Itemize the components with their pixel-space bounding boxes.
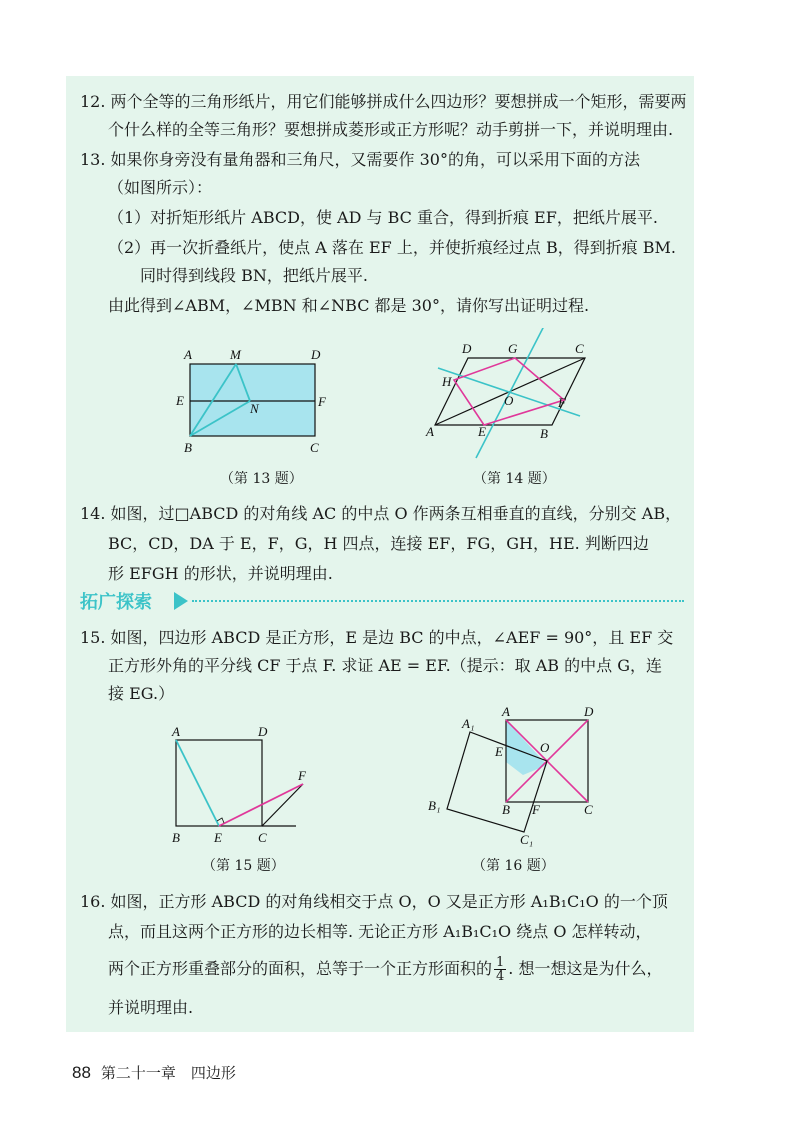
q16-line2: 点，而且这两个正方形的边长相等. 无论正方形 A₁B₁C₁O 绕点 O 怎样转动，: [108, 922, 652, 941]
q13-step2b: 同时得到线段 BN，把纸片展平.: [140, 266, 368, 285]
q13-line1: 13. 如果你身旁没有量角器和三角尺，又需要作 30°的角，可以采用下面的方法: [80, 150, 640, 169]
fig13-caption: （第 13 题）: [220, 471, 303, 487]
chapter-title: 第二十一章 四边形: [100, 1064, 236, 1082]
fig13-label-c: C: [310, 440, 319, 455]
fig14-label-a: A: [426, 424, 434, 439]
q16-line3-start: 两个正方形重叠部分的面积，总等于一个正方形面积的: [108, 959, 493, 978]
fig16-label-c: C: [584, 802, 593, 817]
q14-line3: 形 EFGH 的形状，并说明理由.: [108, 564, 333, 583]
fig16-label-f: F: [532, 802, 540, 817]
figure-14: [420, 328, 600, 462]
q13-line2: （如图所示）：: [108, 178, 213, 197]
figure-13: [170, 346, 340, 458]
fig16-label-d: D: [584, 704, 594, 719]
fig16-label-a: A: [502, 704, 510, 719]
q16-line4: 并说明理由.: [108, 998, 194, 1017]
q16-line1: 16. 如图，正方形 ABCD 的对角线相交于点 O，O 又是正方形 A₁B₁C₁O 的一个顶: [80, 892, 668, 911]
fig14-label-c: C: [575, 341, 584, 356]
fig15-line-ae: [176, 740, 219, 826]
section-arrow-icon: [174, 592, 188, 610]
fig15-caption: （第 15 题）: [202, 858, 285, 874]
fig15-label-c: C: [258, 830, 267, 845]
fig15-square-abcd: [176, 740, 262, 826]
figure-16: [420, 702, 610, 850]
fig14-label-b: B: [540, 426, 548, 441]
q13-step1: （1）对折矩形纸片 ABCD，使 AD 与 BC 重合，得到折痕 EF，把纸片展平.: [108, 208, 658, 227]
fig13-label-m: M: [230, 347, 241, 362]
page-footer: [72, 1062, 236, 1083]
q16-line3-end: . 想一想这是为什么，: [508, 959, 663, 978]
q14-line2: BC，CD，DA 于 E，F，G，H 四点，连接 EF，FG，GH，HE. 判断四边: [108, 534, 649, 553]
fig14-label-d: D: [462, 341, 472, 356]
q15-line3: 接 EG.）: [108, 684, 175, 703]
fig16-label-b1: B₁: [428, 798, 441, 813]
q13-step2a: （2）再一次折叠纸片，使点 A 落在 EF 上，并使折痕经过点 B，得到折痕 BM.: [108, 238, 677, 257]
fig16-label-b: B: [502, 802, 510, 817]
fig14-label-g: G: [508, 341, 518, 356]
fig13-label-e: E: [176, 393, 184, 408]
fig14-label-o: O: [504, 393, 514, 408]
fig14-label-e: E: [478, 424, 486, 439]
q12-line2: 个什么样的全等三角形？要想拼成菱形或正方形呢？动手剪拼一下，并说明理由.: [108, 120, 674, 139]
fig15-bisector-cf: [262, 784, 303, 826]
fig16-label-a1: A₁: [462, 716, 475, 731]
q16-fraction-denominator: 4: [496, 969, 505, 984]
fig15-label-b: B: [172, 830, 180, 845]
q16-fraction: [494, 956, 506, 983]
fig14-label-h: H: [442, 374, 452, 389]
fig15-label-f: F: [298, 768, 306, 783]
q12-line1: 12. 两个全等的三角形纸片，用它们能够拼成什么四边形？要想拼成一个矩形，需要两: [80, 92, 687, 111]
fig16-label-o: O: [540, 740, 550, 755]
fig13-label-n: N: [250, 401, 259, 416]
fig16-label-e: E: [495, 744, 503, 759]
q13-conclusion: 由此得到∠ABM，∠MBN 和∠NBC 都是 30°，请你写出证明过程.: [108, 296, 590, 315]
fig14-label-f: F: [558, 395, 566, 410]
fig14-caption: （第 14 题）: [473, 471, 556, 487]
q15-line1: 15. 如图，四边形 ABCD 是正方形，E 是边 BC 的中点，∠AEF = 90°，且 EF 交: [80, 628, 674, 647]
section-title: 拓广探索: [80, 592, 152, 613]
fig13-label-d: D: [311, 347, 321, 362]
figure-15: [164, 722, 324, 852]
q16-fraction-numerator: 1: [496, 955, 505, 970]
fig15-label-e: E: [214, 830, 222, 845]
fig16-caption: （第 16 题）: [472, 858, 555, 874]
page-number: 88: [72, 1063, 91, 1082]
fig13-label-f: F: [318, 394, 326, 409]
q15-line2: 正方形外角的平分线 CF 于点 F. 求证 AE = EF.（提示：取 AB 的中点 G，连: [108, 656, 663, 675]
fig16-label-c1: C₁: [520, 832, 534, 847]
fig15-line-ef: [219, 784, 303, 826]
fig15-label-a: A: [172, 724, 180, 739]
fig13-label-a: A: [184, 347, 192, 362]
section-divider: [192, 600, 684, 602]
fig15-label-d: D: [258, 724, 268, 739]
q14-line1: 14. 如图，过□ABCD 的对角线 AC 的中点 O 作两条互相垂直的直线，分别交 AB，: [80, 504, 682, 523]
q16-line3: [108, 956, 662, 983]
fig13-label-b: B: [184, 440, 192, 455]
